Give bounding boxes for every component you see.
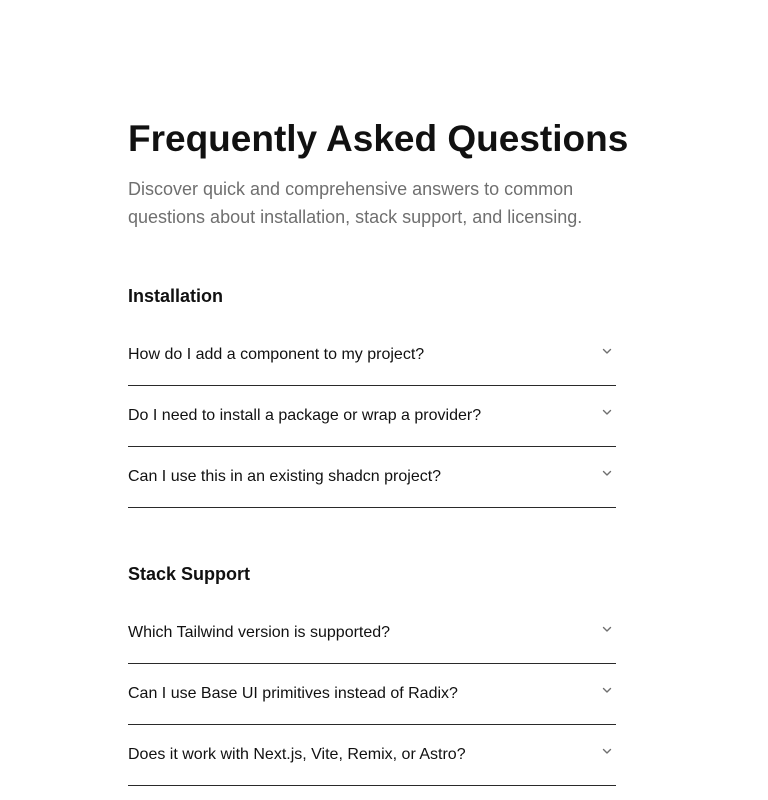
- faq-question: How do I add a component to my project?: [128, 346, 425, 363]
- chevron-down-icon: [602, 746, 612, 756]
- page-subtitle: Discover quick and comprehensive answers to common questions about installation, stack support, and licensing.: [128, 179, 583, 227]
- faq-item-install-package[interactable]: [128, 386, 616, 447]
- faq-question: Can I use this in an existing shadcn project?: [128, 468, 442, 485]
- section-title-installation: Installation: [128, 286, 224, 306]
- section-installation: [128, 284, 616, 508]
- faq-item-tailwind-version[interactable]: [128, 603, 616, 664]
- chevron-down-icon: [602, 468, 612, 478]
- page-title: Frequently Asked Questions: [128, 118, 629, 159]
- chevron-down-icon: [602, 346, 612, 356]
- faq-question: Do I need to install a package or wrap a provider?: [128, 407, 482, 424]
- faq-question: Which Tailwind version is supported?: [128, 624, 391, 641]
- faq-list-stack-support: [128, 603, 616, 786]
- faq-item-framework-support[interactable]: [128, 725, 616, 786]
- faq-list-installation: [128, 325, 616, 508]
- faq-item-existing-shadcn[interactable]: [128, 447, 616, 508]
- faq-main: [128, 116, 629, 786]
- chevron-down-icon: [602, 407, 612, 417]
- section-stack-support: [128, 562, 616, 786]
- faq-item-add-component[interactable]: [128, 325, 616, 386]
- chevron-down-icon: [602, 685, 612, 695]
- section-title-stack-support: Stack Support: [128, 564, 251, 584]
- faq-question: Does it work with Next.js, Vite, Remix, or Astro?: [128, 746, 466, 763]
- chevron-down-icon: [602, 624, 612, 634]
- faq-question: Can I use Base UI primitives instead of Radix?: [128, 685, 458, 702]
- faq-item-base-ui[interactable]: [128, 664, 616, 725]
